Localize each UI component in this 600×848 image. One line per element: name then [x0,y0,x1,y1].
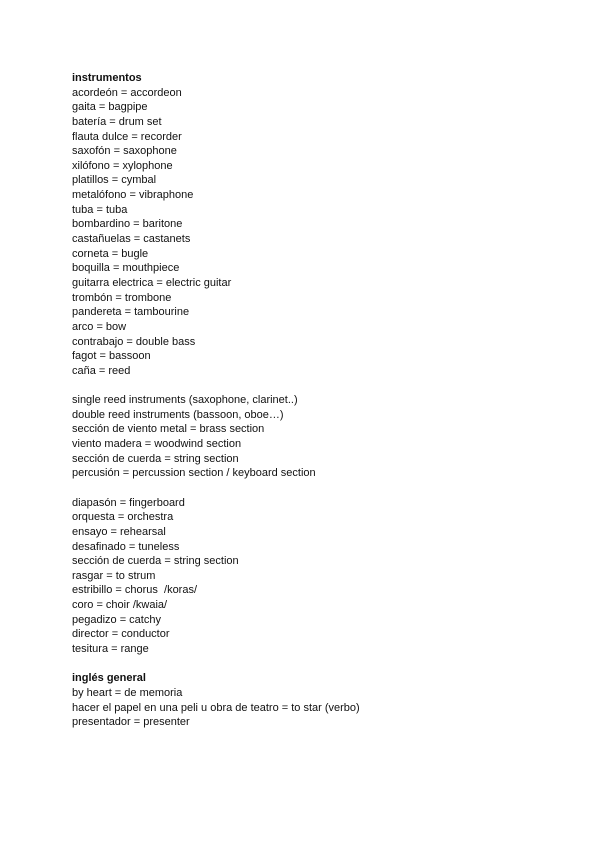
vocab-line: acordeón = accordeon [72,86,182,99]
vocab-line: desafinado = tuneless [72,540,180,553]
vocab-line: viento madera = woodwind section [72,438,242,451]
document-body [72,71,572,730]
vocab-line: metalófono = vibraphone [72,189,194,202]
vocab-line: orquesta = orchestra [72,511,174,524]
vocab-line: percusión = percussion section / keyboard section [72,467,316,480]
vocab-line: trombón = trombone [72,291,172,304]
section-heading-instrumentos: instrumentos [72,72,142,84]
vocab-line: platillos = cymbal [72,174,157,187]
section-music [72,496,572,657]
section-reeds [72,393,572,481]
vocab-line: pandereta = tambourine [72,306,190,319]
vocab-line: xilófono = xylophone [72,159,173,172]
vocab-line: sección de cuerda = string section [72,555,239,568]
vocab-line: director = conductor [72,628,170,641]
vocab-line: bombardino = baritone [72,218,183,231]
vocab-line: rasgar = to strum [72,569,156,582]
vocab-line: presentador = presenter [72,716,190,729]
vocab-line: castañuelas = castanets [72,233,191,246]
vocab-line: by heart = de memoria [72,686,183,699]
vocab-line: gaita = bagpipe [72,101,148,114]
vocab-line: sección de viento metal = brass section [72,423,265,436]
vocab-line: hacer el papel en una peli u obra de teatro = to star (verbo) [72,701,360,714]
section-ingles-general [72,671,572,730]
vocab-line: tuba = tuba [72,203,128,216]
vocab-line: sección de cuerda = string section [72,452,239,465]
vocab-line: arco = bow [72,320,127,333]
vocab-line: saxofón = saxophone [72,145,177,158]
vocab-line: contrabajo = double bass [72,335,196,348]
blank-line [72,481,572,496]
vocab-line: single reed instruments (saxophone, clarinet..) [72,394,298,407]
section-instrumentos [72,71,572,378]
vocab-line: batería = drum set [72,115,162,128]
vocab-line: guitarra electrica = electric guitar [72,276,232,289]
section-heading-ingles-general: inglés general [72,672,146,685]
vocab-line: corneta = bugle [72,247,149,260]
vocab-line: pegadizo = catchy [72,613,161,626]
vocab-line: diapasón = fingerboard [72,496,185,509]
vocab-line: ensayo = rehearsal [72,525,166,538]
vocab-line: fagot = bassoon [72,350,151,363]
vocab-line: estribillo = chorus /koras/ [72,584,198,597]
vocab-line: boquilla = mouthpiece [72,262,180,275]
vocab-line: caña = reed [72,364,131,377]
blank-line [72,657,572,672]
blank-line [72,378,572,393]
vocab-line: flauta dulce = recorder [72,130,182,143]
vocab-line: coro = choir /kwaia/ [72,599,168,612]
vocab-line: tesitura = range [72,642,149,655]
vocab-line: double reed instruments (bassoon, oboe…) [72,408,284,421]
